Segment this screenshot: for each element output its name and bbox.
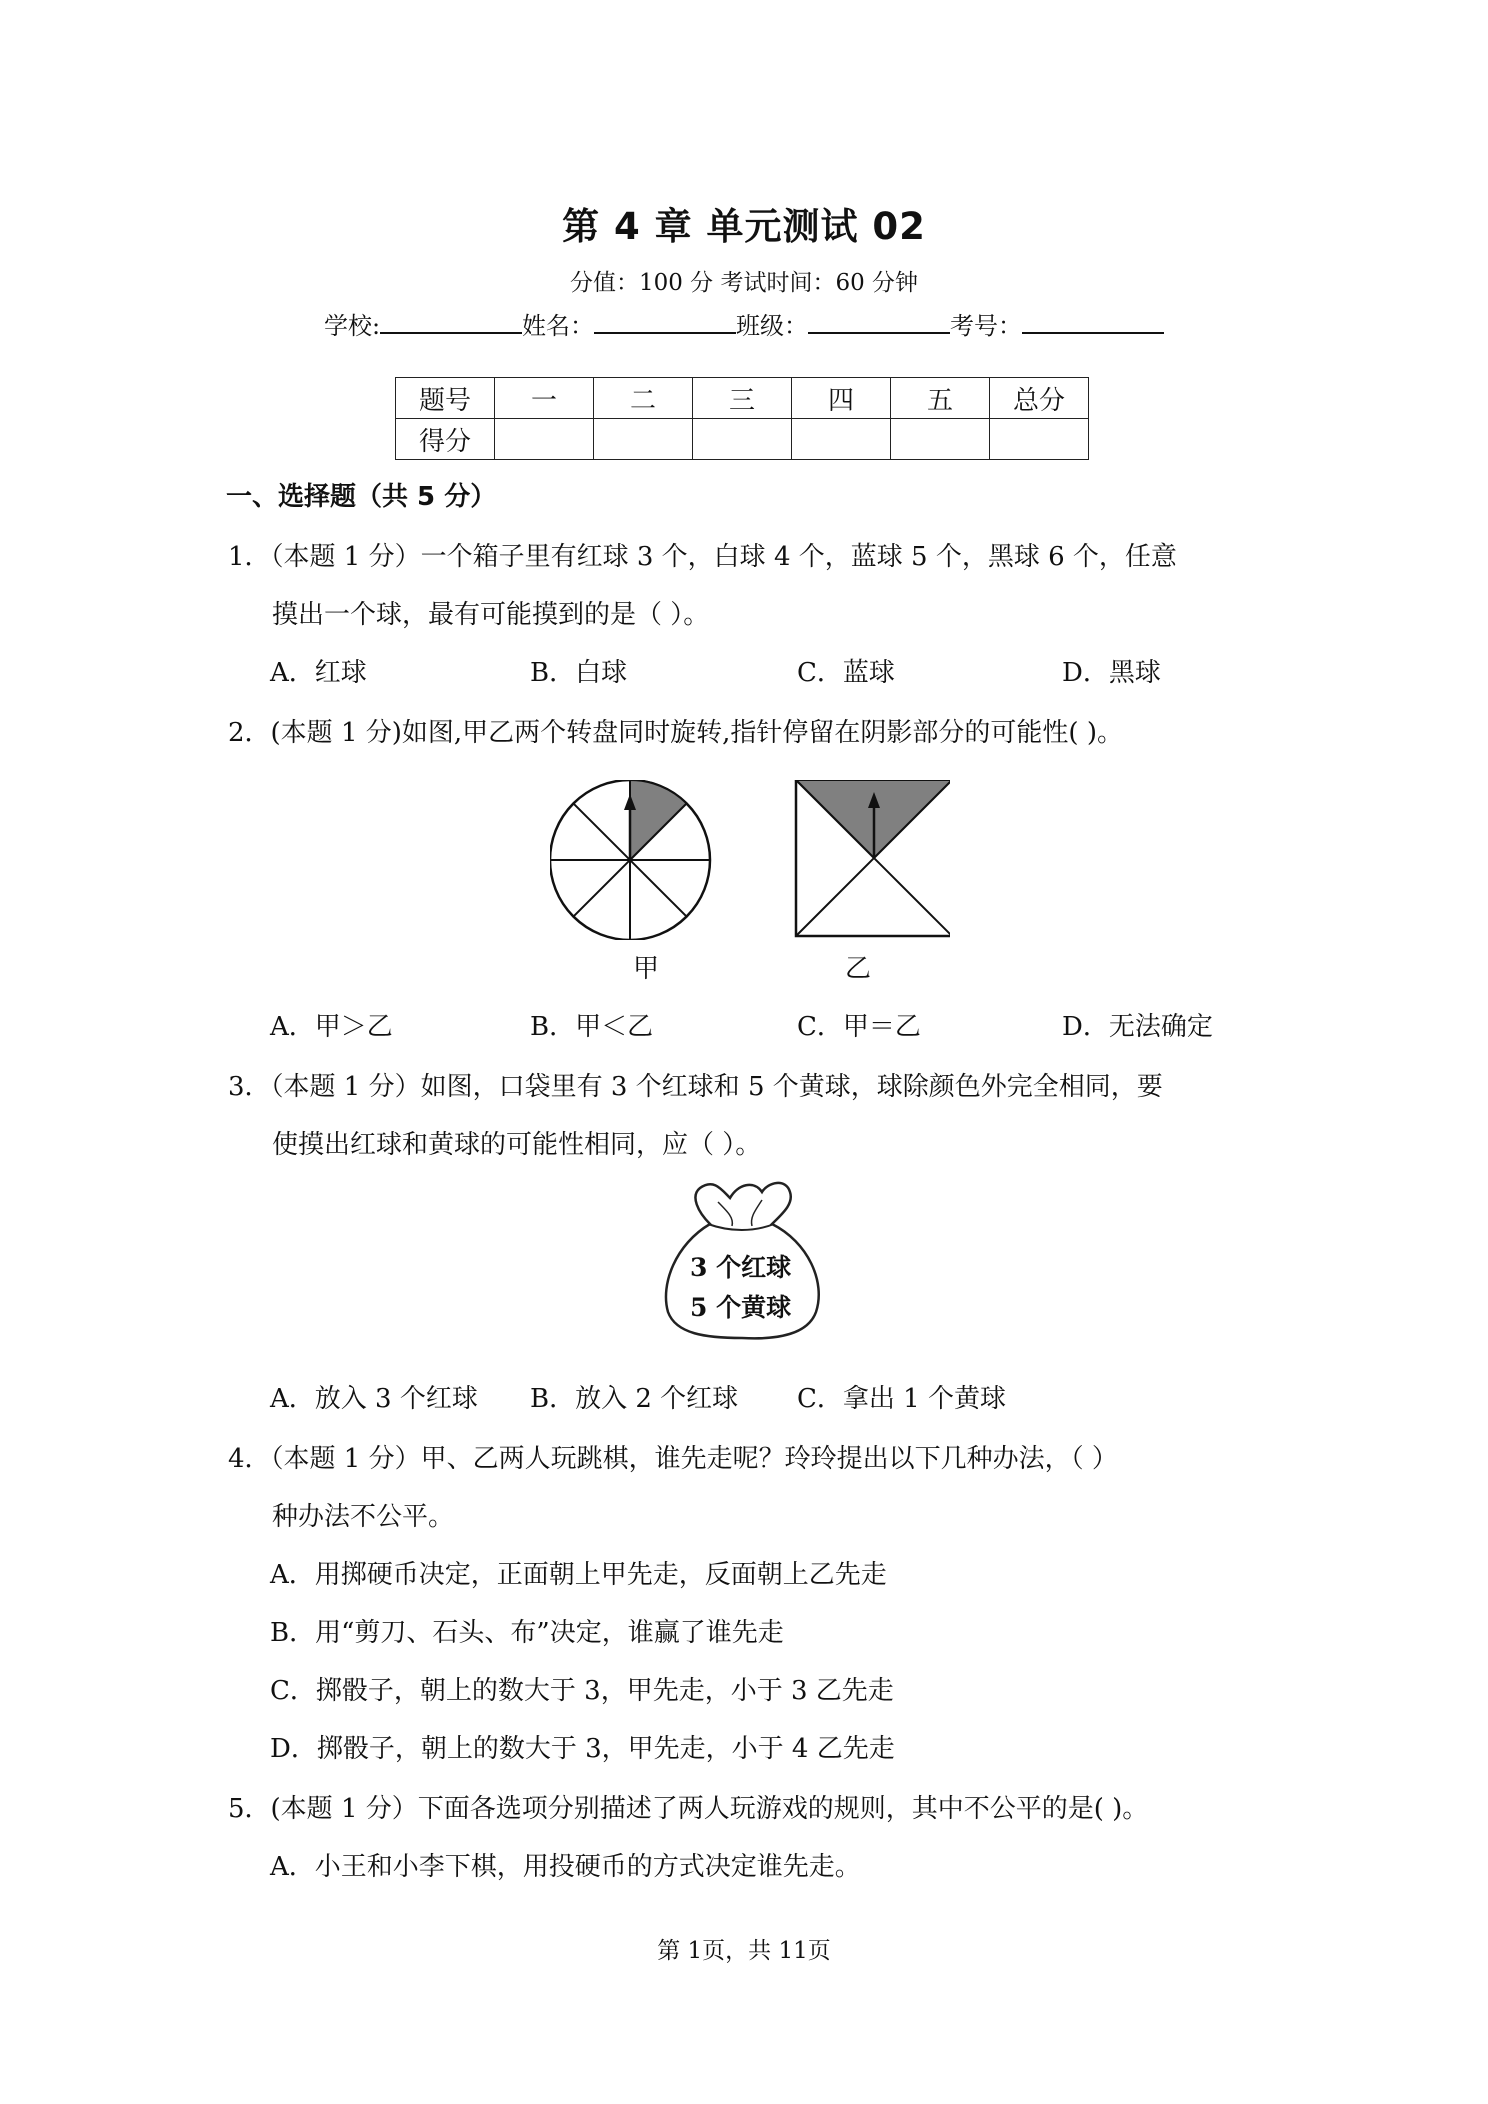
field-school-label: 学校: [323,312,381,340]
bag-label-yellow: 5 个黄球 [690,1293,792,1322]
question-4-option-a[interactable]: A．用掷硬币决定，正面朝上甲先走，反面朝上乙先走 [270,1560,887,1590]
field-class-blank[interactable] [808,308,950,334]
page-number: 第 1页，共 11页 [657,1938,831,1964]
question-4-option-c[interactable]: C．掷骰子，朝上的数大于 3，甲先走，小于 3 乙先走 [270,1676,894,1706]
spinner-jia [550,780,710,940]
section-title: 一、选择题（共 5 分） [226,482,497,512]
exam-meta: 分值：100 分 考试时间：60 分钟 [569,270,919,296]
score-input-cell[interactable] [594,419,693,460]
question-2-option-c[interactable]: C．甲＝乙 [797,1012,921,1042]
question-4-option-d[interactable]: D．掷骰子，朝上的数大于 3，甲先走，小于 4 乙先走 [270,1734,895,1764]
question-2-line-1: 2．(本题 1 分)如图,甲乙两个转盘同时旋转,指针停留在阴影部分的可能性( )。 [228,718,1123,748]
question-2-option-a[interactable]: A．甲＞乙 [270,1012,393,1042]
question-3-option-b[interactable]: B．放入 2 个红球 [530,1384,739,1414]
question-2-option-d[interactable]: D．无法确定 [1062,1012,1213,1042]
page-title: 第 4 章 单元测试 02 [562,205,926,248]
question-4-line-2: 种办法不公平。 [272,1502,455,1532]
spinner-yi-label: 乙 [845,954,872,984]
question-4-line-1: 4．（本题 1 分）甲、乙两人玩跳棋，谁先走呢？玲玲提出以下几种办法，（ ） [228,1444,1118,1474]
field-exam-no-label: 考号： [950,312,1023,340]
score-cell: 题号 [396,378,495,419]
score-table-header-row [396,378,1089,419]
question-1-option-d[interactable]: D．黑球 [1062,658,1161,688]
question-1-option-b[interactable]: B．白球 [530,658,628,688]
score-input-cell[interactable] [693,419,792,460]
score-cell: 四 [792,378,891,419]
score-cell: 五 [891,378,990,419]
score-table [395,377,1089,460]
spinner-jia-label: 甲 [633,954,660,984]
score-input-cell[interactable] [792,419,891,460]
score-input-cell[interactable] [990,419,1089,460]
question-1-line-2: 摸出一个球，最有可能摸到的是（ ）。 [272,600,710,630]
question-3-line-2: 使摸出红球和黄球的可能性相同，应（ ）。 [272,1130,762,1160]
question-3-line-1: 3．（本题 1 分）如图，口袋里有 3 个红球和 5 个黄球，球除颜色外完全相同，要 [228,1072,1163,1102]
question-2-option-b[interactable]: B．甲＜乙 [530,1012,654,1042]
score-input-cell[interactable] [495,419,594,460]
score-cell: 一 [495,378,594,419]
question-5-line-1: 5．(本题 1 分）下面各选项分别描述了两人玩游戏的规则，其中不公平的是( )。 [228,1794,1149,1824]
question-3-option-c[interactable]: C．拿出 1 个黄球 [797,1384,1006,1414]
question-1-option-c[interactable]: C．蓝球 [797,658,895,688]
score-cell: 总分 [990,378,1089,419]
score-cell: 得分 [396,419,495,460]
score-table-score-row [396,419,1089,460]
field-exam-no-blank[interactable] [1022,308,1164,334]
field-class-label: 班级： [736,312,809,340]
field-name-blank[interactable] [594,308,736,334]
student-info-fields [0,306,1488,341]
question-4-option-b[interactable]: B．用“剪刀、石头、布”决定，谁赢了谁先走 [270,1618,784,1648]
bag-label-red: 3 个红球 [690,1253,792,1282]
spinner-yi [796,780,950,936]
question-1-option-a[interactable]: A．红球 [270,658,367,688]
field-name-label: 姓名： [522,312,595,340]
question-3-option-a[interactable]: A．放入 3 个红球 [270,1384,478,1414]
question-1-line-1: 1．（本题 1 分）一个箱子里有红球 3 个，白球 4 个，蓝球 5 个，黑球 6 个，任意 [228,542,1177,572]
question-5-option-a[interactable]: A．小王和小李下棋，用投硬币的方式决定谁先走。 [270,1852,861,1882]
field-school-blank[interactable] [380,308,522,334]
score-input-cell[interactable] [891,419,990,460]
spinner-figures [550,780,950,940]
score-cell: 二 [594,378,693,419]
score-cell: 三 [693,378,792,419]
